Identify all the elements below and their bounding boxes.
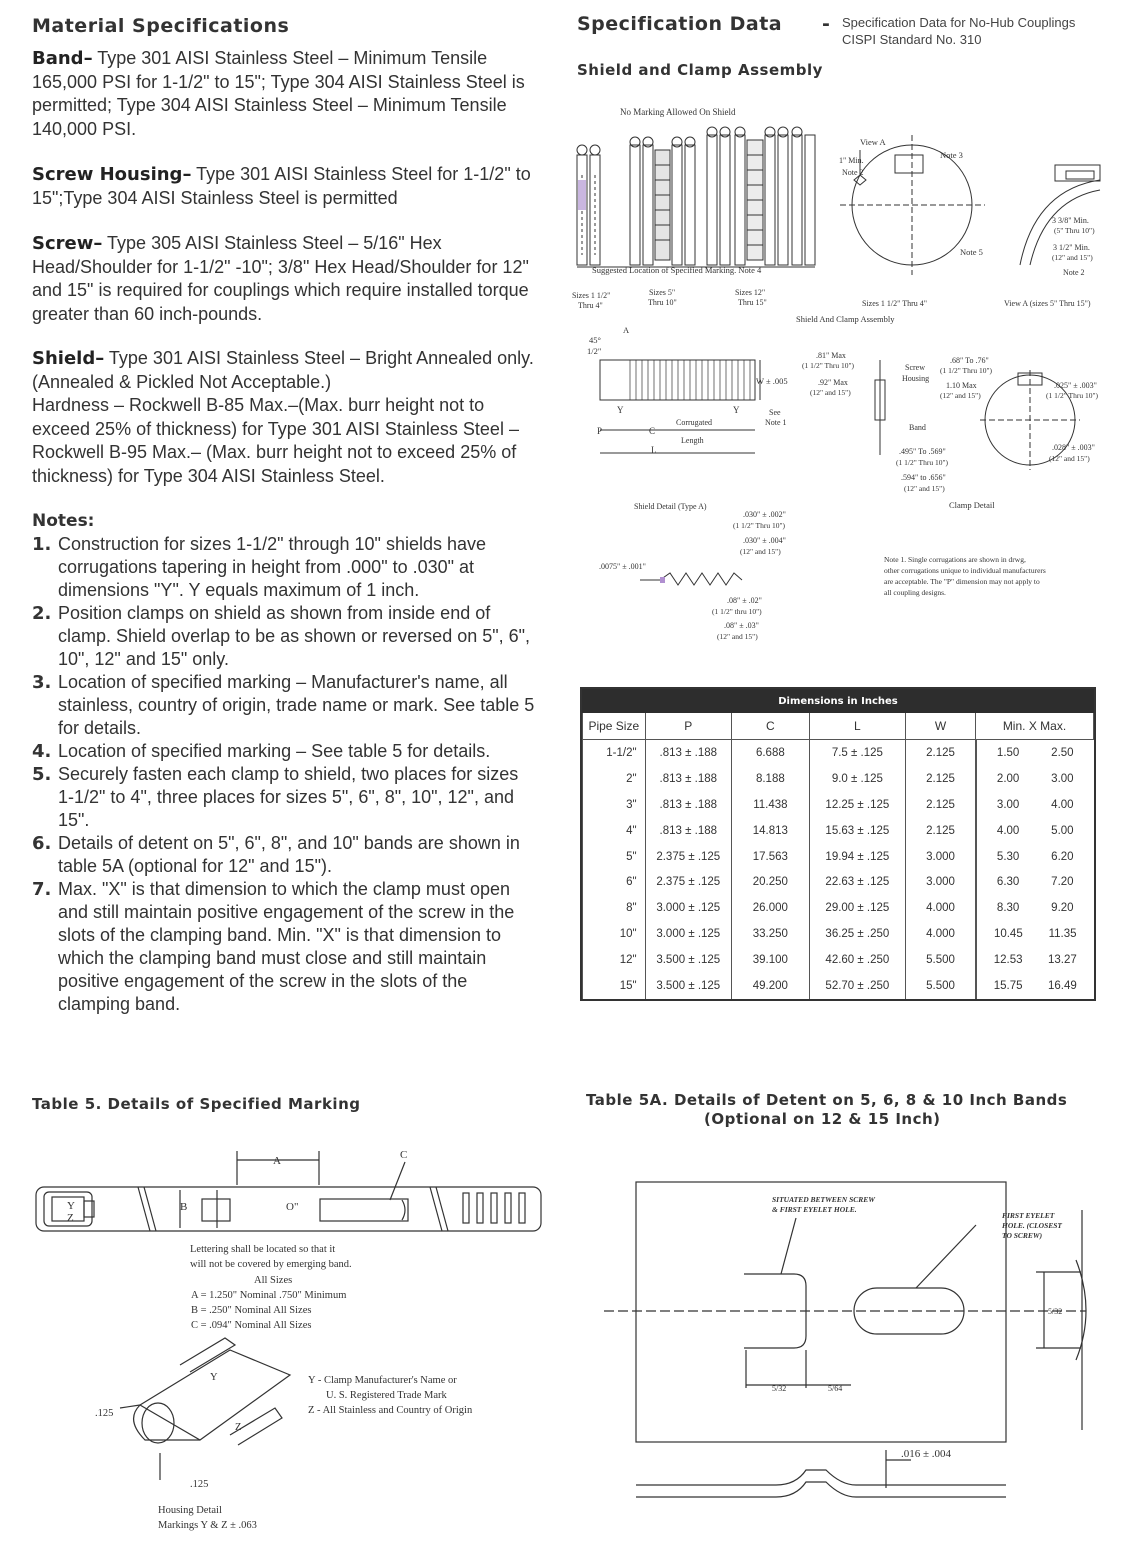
shield-stack-medium [630, 137, 695, 265]
note-item [32, 533, 537, 602]
dim-a-label: A = 1.250" Nominal .750" Minimum [191, 1290, 347, 1301]
table-cell-p: 3.500 ± .125 [645, 947, 731, 973]
note1-text-2: other corrugations unique to individual manufacturers [884, 566, 1046, 575]
dimensions-table [582, 689, 1094, 999]
table-cell-w: 4.000 [906, 921, 976, 947]
clamp-detail-caption: Clamp Detail [949, 500, 995, 510]
table-row [583, 818, 1094, 844]
table-cell-c: 14.813 [732, 818, 810, 844]
table-cell-w: 4.000 [906, 895, 976, 921]
note-text: Max. "X" is that dimension to which the clamp must open and still maintain positive engagement of the screw in the slots of the clamping band. Min. "X" is that dimension to which the clamping band must close and still maintain positive engagement of the screw in the slots of the clamping band. [58, 879, 515, 1014]
and-15b-label: (12" and 15") [810, 388, 851, 397]
band-spec [32, 47, 537, 141]
dimensions-table-frame [580, 687, 1096, 1001]
dim-025-label: .025" ± .003" [1054, 381, 1097, 390]
screw-text: Type 305 AISI Stainless Steel – 5/16" Hex Head/Shoulder for 1-1/2" -10"; 3/8" Hex Head/Shoulder for 12" and 15" is required for couplings which require installed torque greater than 60 inch-pounds. [32, 233, 529, 324]
and-15a-label: (12" and 15") [1052, 253, 1093, 262]
table-cell-size: 10" [583, 921, 646, 947]
shield-text-2: Hardness – Rockwell B-85 Max.–(Max. burr height not to exceed 25% of thickness) for Type 301 AISI Stainless Steel – Rockwell B-95 Max.– (Max. burr height not to exceed 25% of thickness) for Type 304 AISI Stainless Steel. [32, 395, 519, 486]
housing-caption-1: Housing Detail [158, 1505, 222, 1516]
y-label: Y [67, 1200, 75, 1212]
dim-030a-label: .030" ± .002" [743, 510, 786, 519]
table-row [583, 792, 1094, 818]
view-a-sizes-label: View A (sizes 5" Thru 15") [1004, 299, 1091, 308]
x-max: 2.50 [1051, 746, 1074, 759]
note-item [32, 602, 537, 671]
column-header: P [645, 713, 731, 740]
x-max: 5.00 [1051, 824, 1074, 837]
no-marking-label: No Marking Allowed On Shield [620, 107, 736, 117]
table-row [583, 947, 1094, 973]
table-cell-c: 8.188 [732, 766, 810, 792]
shield-clamp-assembly-drawing [560, 95, 1120, 655]
x-max: 13.27 [1047, 954, 1077, 967]
table-cell-c: 11.438 [732, 792, 810, 818]
thru-10a-label: (5" Thru 10") [1054, 226, 1095, 235]
note-number: 6. [32, 833, 52, 854]
note-text: Construction for sizes 1-1/2" through 10" shields have corrugations tapering in height from .000" to .030" at dimensions "Y". Y equals maximum of 1 inch. [58, 534, 487, 600]
shield-text-1: Type 301 AISI Stainless Steel – Bright Annealed only. (Annealed & Pickled Not Acceptable.) [32, 348, 534, 392]
sizes-d-label: Sizes 1 1/2" Thru 4" [862, 299, 928, 308]
and-15c-label: (12" and 15") [940, 391, 981, 400]
x-max: 6.20 [1051, 850, 1074, 863]
note-text: Location of specified marking – See table 5 for details. [58, 741, 491, 761]
table-cell-x [976, 766, 1094, 792]
a-dim-label: A [623, 325, 630, 335]
dim-030b-label: .030" ± .004" [743, 536, 786, 545]
thru-10f-label: (1 1/2" Thru 10") [733, 521, 786, 530]
dim-68-label: .68" To .76" [950, 356, 989, 365]
note-text: Details of detent on 5", 6", 8", and 10" bands are shown in table 5A (optional for 12" and 15"). [58, 833, 520, 876]
screw-label: Screw [905, 363, 925, 372]
table-cell-c: 6.688 [732, 740, 810, 766]
dimensions-table-header [583, 713, 1094, 740]
view-a-label: View A [860, 137, 886, 147]
table-cell-w: 5.500 [906, 947, 976, 973]
lettering-line-1: Lettering shall be located so that it [190, 1244, 336, 1255]
note2b-label: Note 2 [1063, 268, 1085, 277]
table-cell-c: 20.250 [732, 869, 810, 895]
dim-5-32a-label: 5/32 [1048, 1307, 1063, 1316]
screw-label: Screw– [32, 233, 103, 254]
table-cell-x [976, 869, 1094, 895]
column-header: L [809, 713, 905, 740]
dimensions-table-title: Dimensions in Inches [583, 690, 1094, 713]
note-number: 2. [32, 603, 52, 624]
min-338-label: 3 3/8" Min. [1052, 216, 1089, 225]
thru-10e-label: (1 1/2" Thru 10") [896, 458, 949, 467]
situated-line-2: & FIRST EYELET HOLE. [772, 1205, 857, 1214]
screw-housing-label: Screw Housing– [32, 164, 192, 185]
table-cell-l: 52.70 ± .250 [809, 973, 905, 999]
note3-label: Note 3 [940, 150, 963, 160]
note-text: Securely fasten each clamp to shield, two places for sizes 1-1/2" to 4", three places for sizes 5", 6", 8", 10", 12", and 15". [58, 764, 519, 830]
table-cell-size: 6" [583, 869, 646, 895]
table-cell-p: 3.000 ± .125 [645, 895, 731, 921]
note-number: 4. [32, 741, 52, 762]
notes-list [32, 533, 537, 1016]
table-cell-x [976, 792, 1094, 818]
and-15f-label: (12" and 15") [740, 547, 781, 556]
screw-housing-text: Type 301 AISI Stainless Steel for 1-1/2" to 15";Type 304 AISI Stainless Steel is permitted [32, 164, 531, 208]
x-min: 5.30 [996, 850, 1020, 863]
sizes-a1: Sizes 1 1/2" [572, 291, 611, 300]
table-cell-size: 15" [583, 973, 646, 999]
x-min: 4.00 [996, 824, 1020, 837]
table-cell-c: 33.250 [732, 921, 810, 947]
thru-10d-label: (1 1/2" Thru 10") [1046, 391, 1099, 400]
specified-marking-drawing [30, 1140, 550, 1540]
note-text: Location of specified marking – Manufacturer's name, all stainless, country of origin, trade name or mark. See table 5 for details. [58, 672, 535, 738]
table-cell-c: 26.000 [732, 895, 810, 921]
subtitle-line-1: Specification Data for No-Hub Couplings [842, 15, 1076, 30]
notes-title: Notes: [32, 511, 95, 531]
screw-housing-spec [32, 163, 537, 210]
c-dim-label: C [649, 426, 656, 436]
dim-08a-label: .08" ± .02" [727, 596, 762, 605]
z-legend: Z - All Stainless and Country of Origin [308, 1405, 473, 1416]
b-label: B [180, 1201, 188, 1213]
housing-z-label: Z [235, 1422, 242, 1433]
sizes-a2: Thru 4" [578, 301, 603, 310]
column-header: W [906, 713, 976, 740]
x-max: 16.49 [1047, 979, 1077, 992]
dim-0075-label: .0075" ± .001" [599, 562, 646, 571]
o-label: O" [286, 1201, 299, 1213]
note5-label: Note 5 [960, 247, 983, 257]
note1-text-1: Note 1. Single corrugations are shown in drwg, [884, 555, 1026, 564]
table-cell-c: 17.563 [732, 844, 810, 870]
y-dim-label-1: Y [617, 405, 624, 415]
all-sizes-label: All Sizes [254, 1275, 293, 1286]
sizes-b1: Sizes 5" [649, 288, 676, 297]
dim-08b-label: .08" ± .03" [724, 621, 759, 630]
table-cell-x [976, 947, 1094, 973]
table-cell-c: 49.200 [732, 973, 810, 999]
x-min: 3.00 [996, 798, 1020, 811]
shield-detail-caption: Shield Detail (Type A) [634, 502, 707, 511]
note1-text-4: all coupling designs. [884, 588, 946, 597]
table5-title: Table 5. Details of Specified Marking [32, 1095, 361, 1113]
table-cell-p: .813 ± .188 [645, 792, 731, 818]
table-cell-size: 2" [583, 766, 646, 792]
table-cell-x [976, 844, 1094, 870]
a-label: A [273, 1155, 281, 1167]
note-item [32, 740, 537, 763]
x-min: 2.00 [996, 772, 1020, 785]
table-row [583, 895, 1094, 921]
table-cell-c: 39.100 [732, 947, 810, 973]
table-cell-size: 4" [583, 818, 646, 844]
dim-5-32b-label: 5/32 [772, 1384, 787, 1393]
table-cell-p: 2.375 ± .125 [645, 869, 731, 895]
min-1-label: 1" Min. [839, 156, 864, 165]
column-header: Pipe Size [583, 713, 646, 740]
subtitle [842, 14, 1075, 48]
w-dim-label: W ± .005 [756, 376, 788, 386]
table-cell-x [976, 973, 1094, 999]
lettering-line-2: will not be covered by emerging band. [190, 1259, 352, 1270]
note-number: 1. [32, 534, 52, 555]
table-cell-l: 19.94 ± .125 [809, 844, 905, 870]
min-312-label: 3 1/2" Min. [1053, 243, 1090, 252]
housing-caption-2: Markings Y & Z ± .063 [158, 1520, 257, 1531]
x-min: 12.53 [993, 954, 1023, 967]
band-label: Band– [32, 48, 93, 69]
table-row [583, 844, 1094, 870]
dim-c-label: C = .094" Nominal All Sizes [191, 1320, 312, 1331]
x-min: 10.45 [993, 928, 1023, 941]
shield-clamp-section-title: Shield and Clamp Assembly [577, 61, 823, 79]
max-81-label: .81" Max [816, 351, 846, 360]
corrugation-zigzag [660, 573, 742, 585]
table-cell-x [976, 921, 1094, 947]
thru-10g-label: (1 1/2" thru 10") [712, 607, 762, 616]
specification-data-title: Specification Data [577, 13, 783, 35]
table-cell-x [976, 818, 1094, 844]
detent-drawing [596, 1170, 1116, 1550]
table-cell-p: .813 ± .188 [645, 818, 731, 844]
sizes-b2: Thru 10" [648, 298, 677, 307]
table-row [583, 766, 1094, 792]
situated-line-1: SITUATED BETWEEN SCREW [772, 1195, 875, 1204]
table-cell-w: 3.000 [906, 869, 976, 895]
x-max: 11.35 [1048, 928, 1077, 941]
note-number: 5. [32, 764, 52, 785]
length-label: Length [681, 436, 704, 445]
table-cell-l: 12.25 ± .125 [809, 792, 905, 818]
dim-125a-label: .125 [95, 1408, 114, 1419]
x-min: 8.30 [996, 902, 1020, 915]
x-max: 3.00 [1051, 772, 1074, 785]
first-eyelet-line-1: FIRST EYELET [1002, 1211, 1055, 1220]
table-cell-size: 5" [583, 844, 646, 870]
shield-label: Shield– [32, 348, 105, 369]
table-row [583, 973, 1094, 999]
suggested-location-label: Suggested Location of Specified Marking. Note 4 [592, 265, 762, 275]
and-15d-label: (12" and 15") [1049, 454, 1090, 463]
corrugated-label: Corrugated [676, 418, 712, 427]
dim-125b-label: .125 [190, 1479, 209, 1490]
table-cell-p: .813 ± .188 [645, 740, 731, 766]
table-row [583, 921, 1094, 947]
deg45-label: 45° [589, 335, 601, 345]
dimensions-table-body [583, 740, 1094, 999]
x-min: 1.50 [996, 746, 1020, 759]
y-legend-2: U. S. Registered Trade Mark [326, 1390, 447, 1401]
l-dim-label: L [651, 445, 657, 455]
table-cell-p: 2.375 ± .125 [645, 844, 731, 870]
column-header: C [732, 713, 810, 740]
note-item [32, 763, 537, 832]
table-cell-l: 15.63 ± .125 [809, 818, 905, 844]
table-cell-l: 22.63 ± .125 [809, 869, 905, 895]
note-item [32, 832, 537, 878]
table-cell-x [976, 895, 1094, 921]
column-header: Min. X Max. [976, 713, 1094, 740]
note1-ref-label: Note 1 [765, 418, 787, 427]
table-row [583, 869, 1094, 895]
assembly-caption: Shield And Clamp Assembly [796, 314, 895, 324]
table-cell-w: 5.500 [906, 973, 976, 999]
and-15e-label: (12" and 15") [904, 484, 945, 493]
table-cell-l: 42.60 ± .250 [809, 947, 905, 973]
and-15g-label: (12" and 15") [717, 632, 758, 641]
housing-detail-sketch [120, 1338, 290, 1480]
table-cell-w: 2.125 [906, 766, 976, 792]
table5a-title-1: Table 5A. Details of Detent on 5, 6, 8 & 10 Inch Bands [586, 1091, 1068, 1109]
note-text: Position clamps on shield as shown from inside end of clamp. Shield overlap to be as shown or reversed on 5", 6", 10", 12" and 15" only. [58, 603, 531, 669]
dim-b-label: B = .250" Nominal All Sizes [191, 1305, 312, 1316]
first-eyelet-line-3: TO SCREW) [1002, 1231, 1043, 1240]
c-label: C [400, 1149, 408, 1161]
band-label: Band [909, 423, 926, 432]
note2-label: Note 2 [842, 168, 864, 177]
shield-spec [32, 347, 537, 488]
note-item [32, 878, 537, 1016]
x-min: 6.30 [996, 876, 1020, 889]
housing-y-label: Y [210, 1372, 218, 1383]
max-92-label: .92" Max [818, 378, 848, 387]
thru-10c-label: (1 1/2" Thru 10") [940, 366, 993, 375]
half-label: 1/2" [587, 346, 602, 356]
table-cell-size: 8" [583, 895, 646, 921]
dim-5-64-label: 5/64 [828, 1384, 843, 1393]
table-cell-l: 29.00 ± .125 [809, 895, 905, 921]
note1-text-3: are acceptable. The "P" dimension may not apply to [884, 577, 1040, 586]
note-number: 7. [32, 879, 52, 900]
sizes-c2: Thru 15" [738, 298, 767, 307]
x-max: 4.00 [1051, 798, 1074, 811]
dim-028-label: .028" ± .003" [1052, 443, 1095, 452]
housing-label: Housing [902, 374, 930, 383]
table-cell-w: 2.125 [906, 740, 976, 766]
table-cell-l: 7.5 ± .125 [809, 740, 905, 766]
dim-495-label: .495" To .569" [899, 447, 946, 456]
z-label: Z [67, 1212, 74, 1224]
table-cell-size: 1-1/2" [583, 740, 646, 766]
subtitle-line-2: CISPI Standard No. 310 [842, 32, 982, 47]
table-cell-w: 2.125 [906, 792, 976, 818]
x-max: 9.20 [1051, 902, 1074, 915]
table-cell-l: 36.25 ± .250 [809, 921, 905, 947]
screw-spec [32, 232, 537, 326]
x-min: 15.75 [993, 979, 1023, 992]
sizes-c1: Sizes 12" [735, 288, 766, 297]
title-dash: - [822, 13, 831, 35]
table-cell-w: 3.000 [906, 844, 976, 870]
y-legend-1: Y - Clamp Manufacturer's Name or [308, 1375, 457, 1386]
table-cell-size: 3" [583, 792, 646, 818]
table-cell-l: 9.0 ± .125 [809, 766, 905, 792]
table-cell-p: 3.500 ± .125 [645, 973, 731, 999]
p-dim-label: P [597, 426, 603, 436]
material-specifications-title: Material Specifications [32, 15, 290, 37]
y-dim-label-2: Y [733, 405, 740, 415]
table-cell-x [976, 740, 1094, 766]
see-label: See [769, 408, 781, 417]
max-110-label: 1.10 Max [946, 381, 977, 390]
table-cell-p: .813 ± .188 [645, 766, 731, 792]
table-cell-p: 3.000 ± .125 [645, 921, 731, 947]
table-cell-w: 2.125 [906, 818, 976, 844]
thru-10b-label: (1 1/2" Thru 10") [802, 361, 855, 370]
x-max: 7.20 [1051, 876, 1074, 889]
note-item [32, 671, 537, 740]
shield-stack-small [577, 145, 600, 265]
table5a-title-2: (Optional on 12 & 15 Inch) [704, 1110, 941, 1128]
first-eyelet-line-2: HOLE. (CLOSEST [1002, 1221, 1063, 1230]
shield-stack-large [707, 127, 815, 265]
table-row [583, 740, 1094, 766]
table-cell-size: 12" [583, 947, 646, 973]
band-text: Type 301 AISI Stainless Steel – Minimum Tensile 165,000 PSI for 1-1/2" to 15"; Type 304 AISI Stainless Steel is permitted; Type 304 AISI Stainless Steel – Minimum Tensile 140,000 PSI. [32, 48, 525, 139]
dim-594-label: .594" to .656" [901, 473, 946, 482]
dim-016-label: .016 ± .004 [901, 1448, 952, 1460]
note-number: 3. [32, 672, 52, 693]
